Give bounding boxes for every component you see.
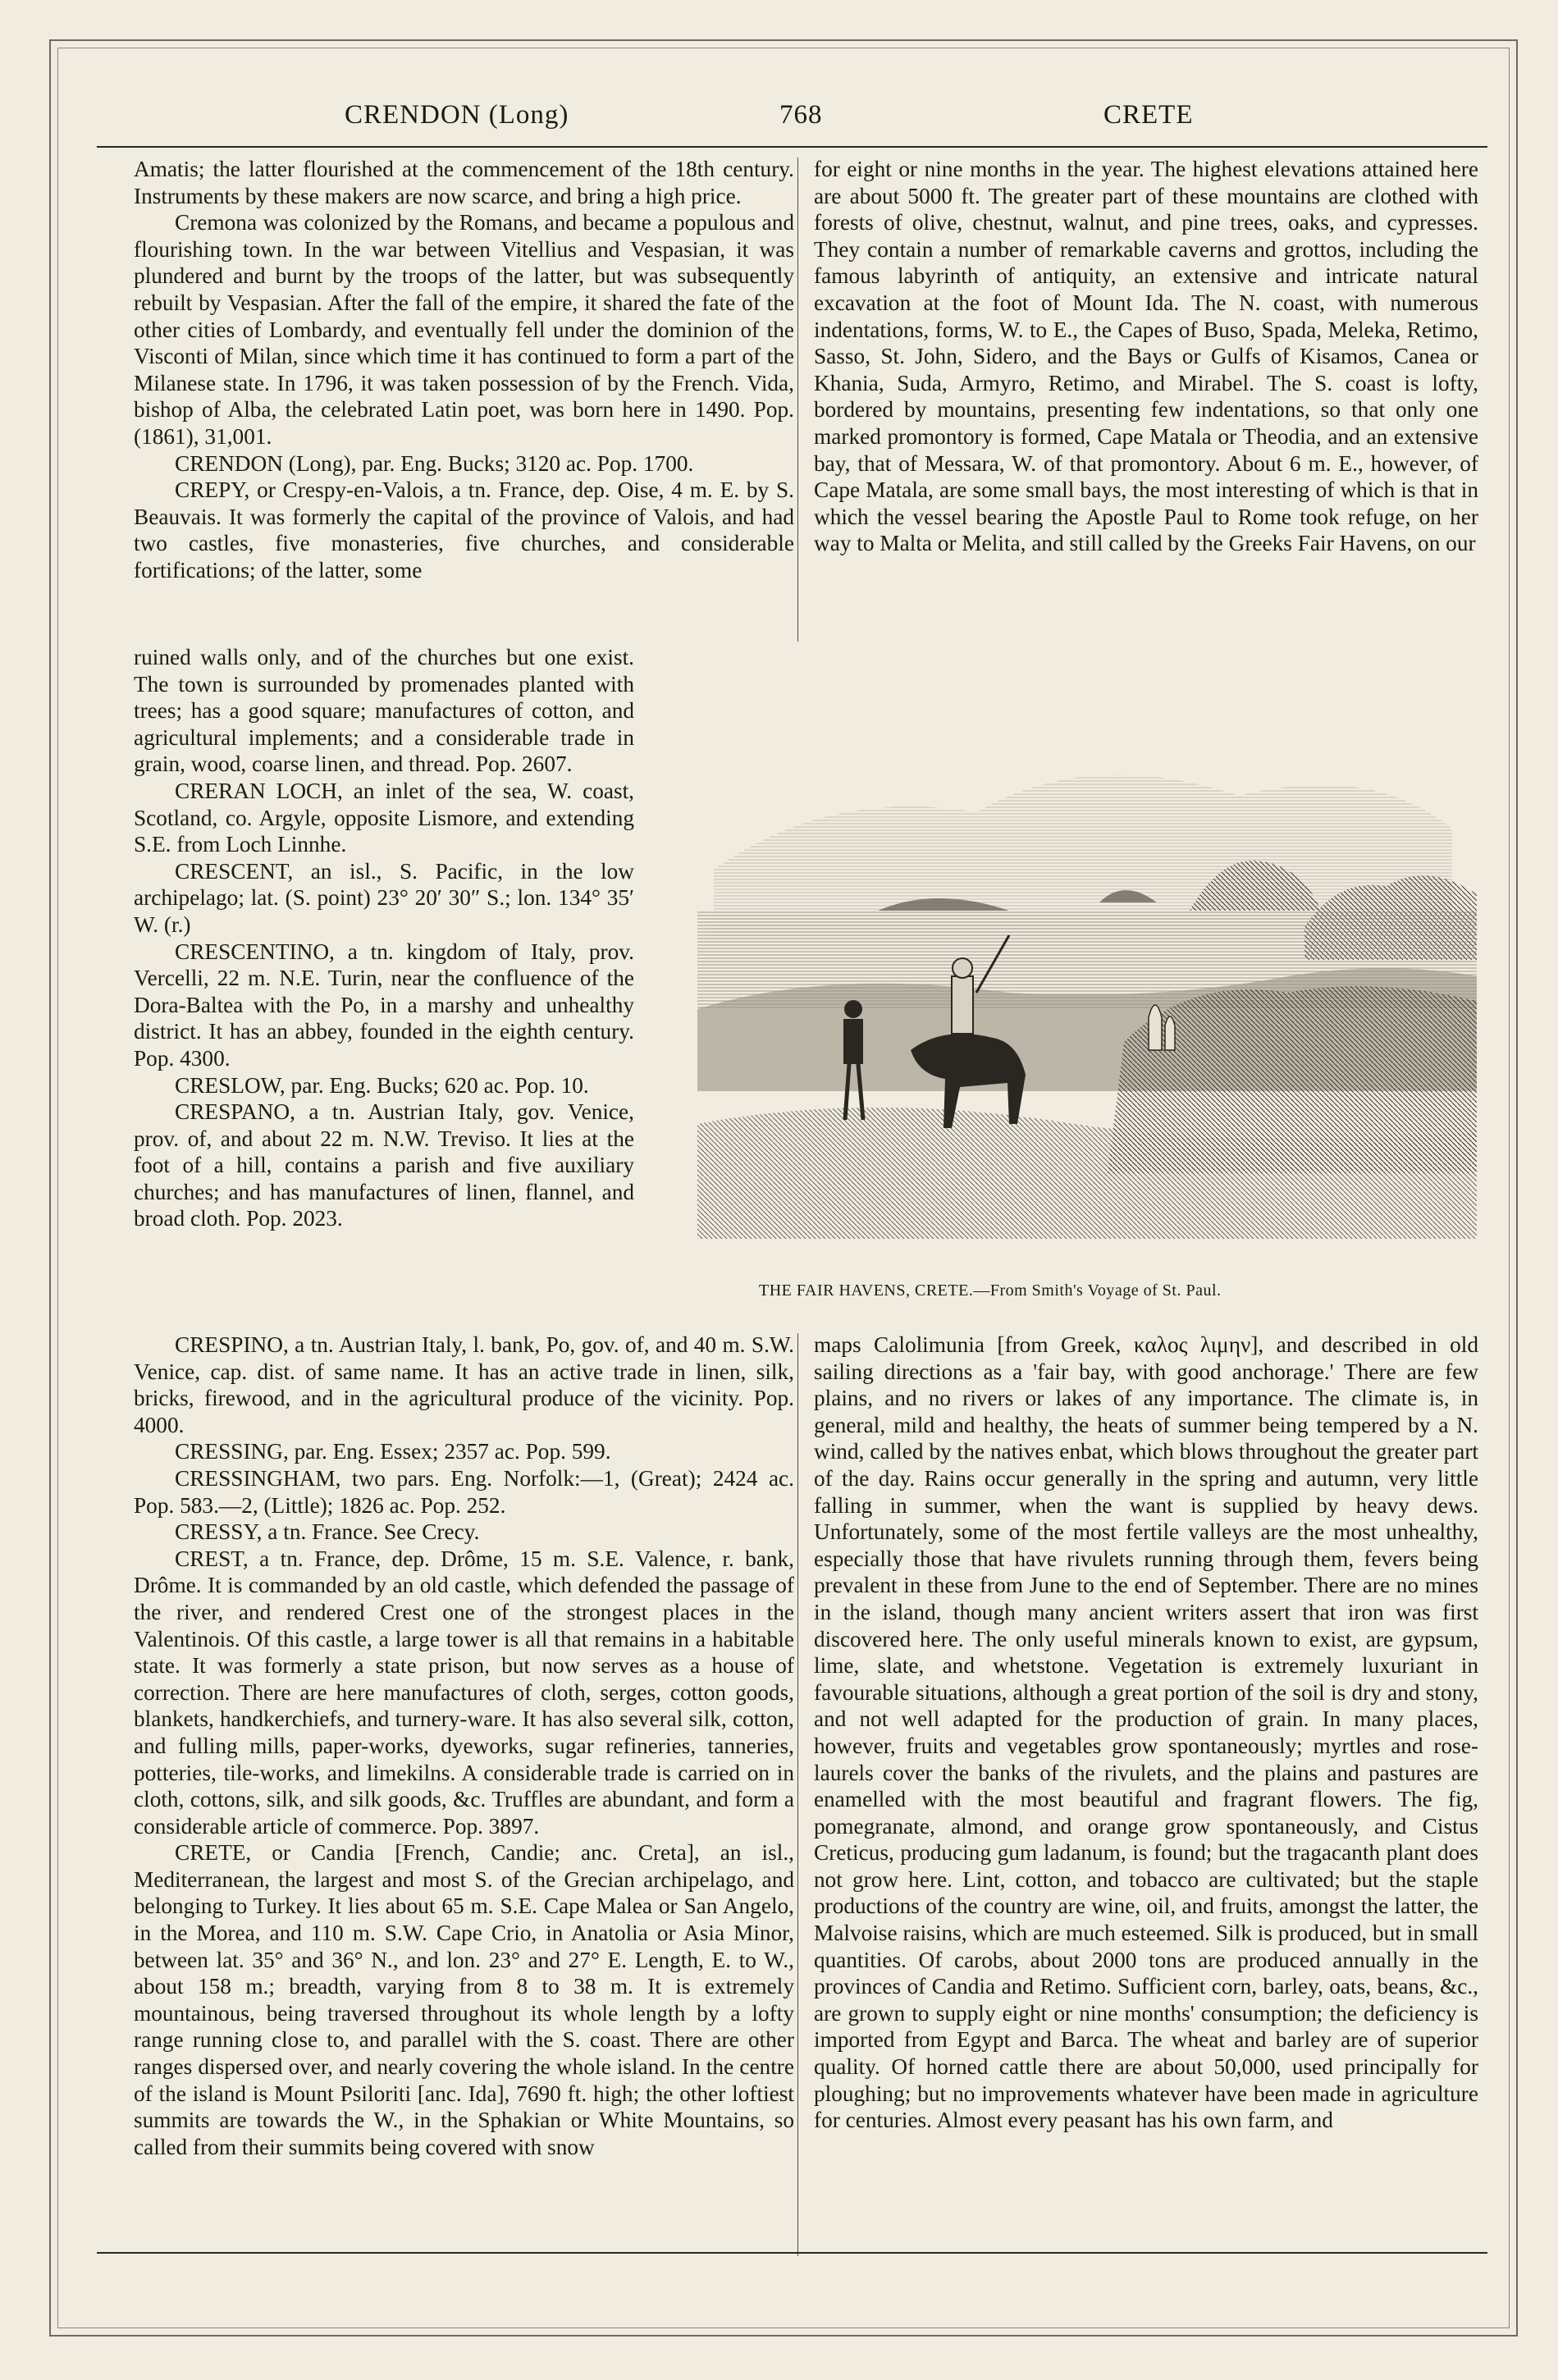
entry-crendon: CRENDON (Long), par. Eng. Bucks; 3120 ac. Pop. 1700. bbox=[175, 450, 694, 476]
paragraph: Amatis; the latter flourished at the commencement of the 18th century. Instruments by these makers are now scarce, and bring a high price. bbox=[134, 157, 794, 208]
entry-cressingham: CRESSINGHAM, two pars. Eng. Norfolk:—1, (Great); 2424 ac. Pop. 583.—2, (Little); 1826 ac. Pop. 252. bbox=[134, 1465, 794, 1518]
entry-crescentino: CRESCENTINO, a tn. kingdom of Italy, prov. Vercelli, 22 m. N.E. Turin, near the confluence of the Dora-Baltea with the Po, in a marshy and unhealthy district. It has an abbey, founded in the eighth century. Pop. 4300. bbox=[134, 939, 634, 1071]
right-column-top bbox=[814, 156, 1478, 648]
entry-crete: CRETE, or Candia [French, Candie; anc. Creta], an isl., Mediterranean, the largest and most S. of the Grecian archipelago, and belonging to Turkey. It lies about 65 m. S.E. Cape Malea or San Angelo, in the Morea, and 110 m. S.W. Cape Crio, in Anatolia or Asia Minor, between lat. 35° and 36° N., and lon. 23° and 27° E. Length, E. to W., about 158 m.; breadth, varying from 8 to 38 m. It is extremely mountainous, being traversed throughout its whole length by a lofty range running close to, and parallel with the S. coast. There are other ranges dispersed over, and nearly covering the whole island. In the centre of the island is Mount Psiloriti [anc. Ida], 7690 ft. high; the other loftiest summits are towards the W., in the Sphakian or White Mountains, so called from their summits being covered with snow bbox=[134, 1840, 794, 2159]
page-number: 768 bbox=[779, 100, 823, 130]
distant-figure bbox=[1149, 1005, 1162, 1050]
left-column-top bbox=[134, 156, 794, 648]
entry-cressing: CRESSING, par. Eng. Essex; 2357 ac. Pop. 599. bbox=[175, 1439, 611, 1464]
entry-crespino: CRESPINO, a tn. Austrian Italy, l. bank, Po, gov. of, and 40 m. S.W. Venice, cap. dist. of same name. It has an active trade in linen, silk, bricks, firewood, and in the agricultural produce of the vicinity. Pop. 4000. bbox=[134, 1332, 794, 1437]
entry-crest: CREST, a tn. France, dep. Drôme, 15 m. S.E. Valence, r. bank, Drôme. It is commanded by an old castle, which defended the passage of the river, and rendered Crest one of the strongest places in the Valentinois. Of this castle, a large tower is all that remains in a habitable state. It was formerly a state prison, but now serves as a house of correction. There are here manufactures of cloth, serges, cotton goods, blankets, handkerchiefs, and turnery-ware. It has also several silk, cotton, and fulling mills, paper-works, dyeworks, sugar refineries, tanneries, potteries, tile-works, and limekilns. A considerable trade is carried on in cloth, cottons, silk, and silk goods, &c. Truffles are abundant, and form a considerable article of commerce. Pop. 3897. bbox=[134, 1546, 794, 1839]
column-rule-bottom bbox=[797, 1333, 798, 2256]
distant-figure bbox=[1165, 1016, 1175, 1050]
footer-rule bbox=[97, 2252, 1487, 2254]
entry-creslow: CRESLOW, par. Eng. Bucks; 620 ac. Pop. 10. bbox=[175, 1072, 589, 1098]
paragraph: ruined walls only, and of the churches but one exist. The town is surrounded by promenades planted with trees; has a good square; manufactures of cotton, and agricultural implements; and a considerable trade in grain, wood, coarse linen, and thread. Pop. 2607. bbox=[134, 645, 634, 777]
column-rule-top bbox=[797, 158, 798, 642]
engraving-fair-havens bbox=[665, 665, 1485, 1288]
entry-creran-loch: CRERAN LOCH, an inlet of the sea, W. coast, Scotland, co. Argyle, opposite Lismore, and extending S.E. from Loch Linnhe. bbox=[134, 778, 634, 857]
entry-crescent: CRESCENT, an isl., S. Pacific, in the low archipelago; lat. (S. point) 23° 20′ 30″ S.; lon. 134° 35′ W. (r.) bbox=[134, 858, 634, 937]
left-column-bottom bbox=[134, 1332, 794, 2254]
figure-caption: THE FAIR HAVENS, CRETE.—From Smith's Voyage of St. Paul. bbox=[759, 1281, 1222, 1300]
left-column-middle bbox=[134, 644, 634, 1333]
running-head-right: CRETE bbox=[1103, 100, 1194, 130]
right-column-bottom bbox=[814, 1332, 1478, 2254]
paragraph: maps Calolimunia [from Greek, καλος λιμην], and described in old sailing directions as a 'fair bay, with good anchorage.' There are few plains, and no rivers or lakes of any importance. The climate is, in general, mild and healthy, the heats of summer being tempered by a N. wind, called by the natives enbat, which blows throughout the greater part of the day. Rains occur generally in the spring and autumn, very little falling in summer, when the want is supplied by heavy dews. Unfortunately, some of the most fertile valleys are the most unhealthy, especially those that have rivulets running through them, fevers being prevalent in these from June to the end of September. There are no mines in the island, though many ancient writers assert that iron was first discovered here. The only useful minerals known to exist, are gypsum, lime, slate, and whetstone. Vegetation is extremely luxuriant in favourable situations, although a great portion of the soil is dry and stony, and not well adapted for the production of grain. In many places, however, fruits and vegetables grow spontaneously; myrtles and rose-laurels cover the banks of the rivulets, and the plains and pastures are enamelled with the most beautiful and fragrant flowers. The fig, pomegranate, almond, and orange grow spontaneously, and Cistus Creticus, producing gum ladanum, is found; but the tragacanth plant does not grow here. Lint, cotton, and tobacco are cultivated; but the staple productions of the country are wine, oil, and fruits, amongst the latter, the Malvoise raisins, which are much esteemed. Silk is produced, but in small quantities. Of carobs, about 2000 tons are produced annually in the provinces of Candia and Retimo. Sufficient corn, barley, oats, beans, &c., are grown to supply eight or nine months' consumption; the deficiency is imported from Egypt and Barca. The wheat and barley are of superior quality. Of horned cattle there are about 50,000, used principally for ploughing; but no improvements whatever have been made in agriculture for centuries. Almost every peasant has his own farm, and bbox=[814, 1332, 1478, 2133]
header-rule bbox=[97, 146, 1487, 148]
entry-crespano: CRESPANO, a tn. Austrian Italy, gov. Venice, prov. of, and about 22 m. N.W. Treviso. It lies at the foot of a hill, contains a parish and five auxiliary churches; and has manufactures of linen, flannel, and broad cloth. Pop. 2023. bbox=[134, 1099, 634, 1231]
entry-crepy: CREPY, or Crespy-en-Valois, a tn. France, dep. Oise, 4 m. E. by S. Beauvais. It was formerly the capital of the province of Valois, and had two castles, five monasteries, five churches, and considerable fortifications; of the latter, some bbox=[134, 477, 794, 582]
running-head-left: CRENDON (Long) bbox=[345, 100, 569, 130]
entry-cressy: CRESSY, a tn. France. See Crecy. bbox=[175, 1519, 480, 1545]
paragraph: for eight or nine months in the year. The highest elevations attained here are about 5000 ft. The greater part of these mountains are clothed with forests of olive, chestnut, walnut, and pine trees, oaks, and cypresses. They contain a number of remarkable caverns and grottos, including the famous labyrinth of antiquity, an extensive and intricate natural excavation at the foot of Mount Ida. The N. coast, with numerous indentations, forms, W. to E., the Capes of Buso, Spada, Meleka, Retimo, Sasso, St. John, Sidero, and the Bays or Gulfs of Kisamos, Canea or Khania, Suda, Armyro, Retimo, and Mirabel. The S. coast is lofty, bordered by mountains, presenting few indentations, so that only one marked promontory is formed, Cape Matala or Theodia, and an extensive bay, that of Messara, W. of that promontory. About 6 m. E., however, of Cape Matala, are some small bays, the most interesting of which is that in which the vessel bearing the Apostle Paul to Rome took refuge, on her way to Malta or Melita, and still called by the Greeks Fair Havens, on our bbox=[814, 157, 1478, 556]
paragraph: Cremona was colonized by the Romans, and became a populous and flourishing town. In the war between Vitellius and Vespasian, it was plundered and burnt by the troops of the latter, but was subsequently rebuilt by Vespasian. After the fall of the empire, it shared the fate of the other cities of Lombardy, and eventually fell under the dominion of the Visconti of Milan, since which time it has continued to form a part of the Milanese state. In 1796, it was taken possession of by the French. Vida, bishop of Alba, the celebrated Latin poet, was born here in 1490. Pop. (1861), 31,001. bbox=[134, 210, 794, 449]
